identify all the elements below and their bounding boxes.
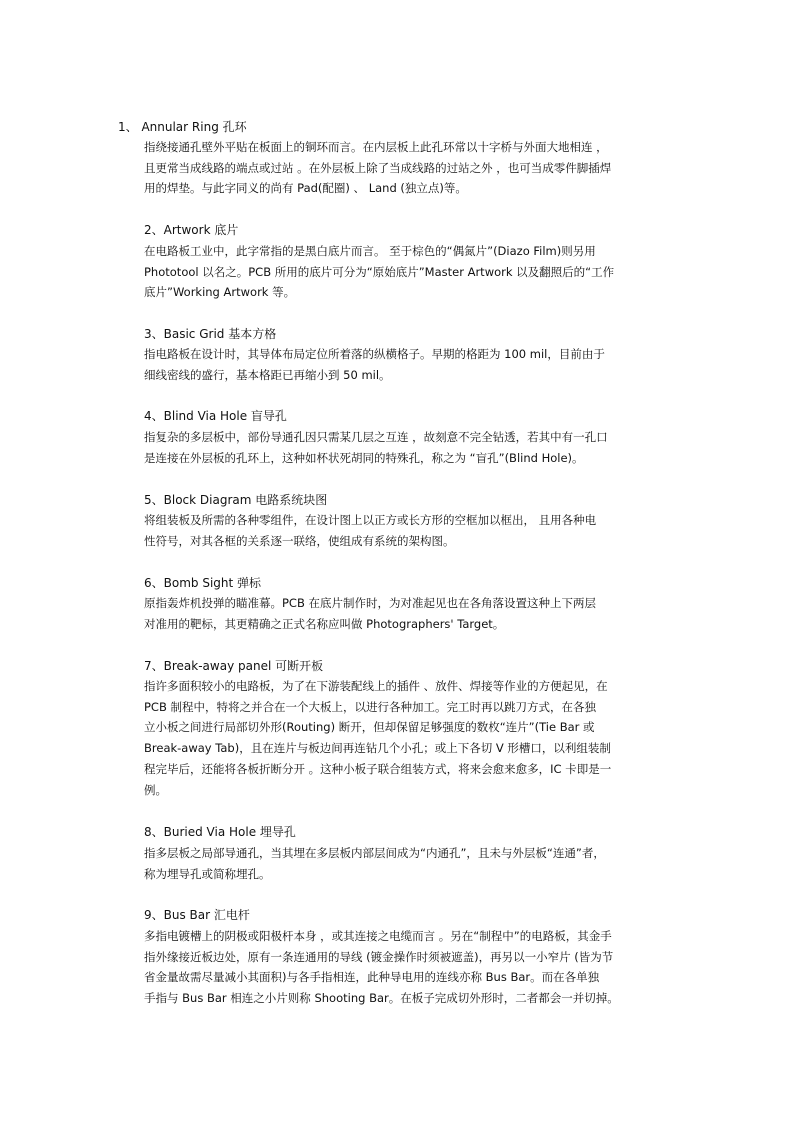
entry-9-line-4: 手指与 Bus Bar 相连之小片则称 Shooting Bar。在板子完成切外形时，二者都会一并切掉。: [144, 991, 619, 1006]
entry-7-line-4: Break-away Tab)，且在连片与板边间再连钻几个小孔；或上下各切 V 形槽口，以利组装制: [144, 741, 611, 756]
entry-9-term: 9、Bus Bar 汇电杆: [144, 908, 250, 922]
entry-3-term: 3、Basic Grid 基本方格: [144, 327, 277, 341]
entry-7-line-1: 指许多面积较小的电路板，为了在下游装配线上的插件 、放件、焊接等作业的方便起见，在: [144, 679, 608, 693]
entry-7-term: 7、Break-away panel 可断开板: [144, 659, 324, 673]
entry-6-line-1: 原指轰炸机投弹的瞄准幕。PCB 在底片制作时，为对准起见也在各角落设置这种上下两层: [144, 596, 597, 610]
entry-8-term: 8、Buried Via Hole 埋导孔: [144, 825, 296, 839]
entry-1-line-3: 用的焊垫。与此字同义的尚有 Pad(配圈) 、 Land (独立点)等。: [144, 181, 467, 196]
entry-5-line-2: 性符号，对其各框的关系逐一联络，使组成有系统的架构图。: [144, 533, 455, 548]
entry-2-line-1: 在电路板工业中，此字常指的是黑白底片而言。 至于棕色的“偶氮片”(Diazo Film)则另用: [144, 244, 596, 258]
entry-9-description: [144, 926, 676, 1009]
entry-1-description: [144, 137, 676, 199]
entry-4-term: 4、Blind Via Hole 盲导孔: [144, 409, 287, 423]
entry-6-term: 6、Bomb Sight 弹标: [144, 576, 262, 590]
entry-5-description: [144, 510, 676, 551]
entry-7-description: [144, 676, 676, 800]
entry-4-description: [144, 427, 676, 468]
entry-9-line-2: 指外缘接近板边处，原有一条连通用的导线 (镀金操作时须被遮盖)，再另以一小窄片 (皆为节: [144, 949, 614, 964]
entry-7-line-5: 程完毕后，还能将各板折断分开 。这种小板子联合组装方式，将来会愈来愈多，IC 卡即是一: [144, 761, 612, 776]
entry-5-term: 5、Block Diagram 电路系统块图: [144, 493, 328, 507]
entry-6-line-2: 对准用的靶标，其更精确之正式名称应叫做 Photographers' Target。: [144, 616, 505, 631]
entry-4-line-1: 指复杂的多层板中，部份导通孔因只需某几层之互连 ，故刻意不完全钻透，若其中有一孔口: [144, 430, 608, 444]
entry-2-description: [144, 241, 676, 303]
entry-3-line-1: 指电路板在设计时，其导体布局定位所着落的纵横格子。早期的格距为 100 mil，目前由于: [144, 347, 605, 361]
entry-3-line-2: 细线密线的盛行，基本格距已再缩小到 50 mil。: [144, 367, 391, 382]
entry-8-line-2: 称为埋导孔或简称埋孔。: [144, 866, 271, 881]
entry-7-line-6: 例。: [144, 782, 167, 797]
entry-1-term: 1、 Annular Ring 孔环: [118, 120, 247, 134]
entry-9-line-3: 省金量故需尽量减小其面积)与各手指相连，此种导电用的连线亦称 Bus Bar。而在各单独: [144, 970, 600, 985]
entry-1-line-2: 且更常当成线路的端点或过站 。在外层板上除了当成线路的过站之外 ，也可当成零件脚插焊: [144, 160, 612, 175]
entry-1-line-1: 指绕接通孔壁外平贴在板面上的铜环而言。在内层板上此孔环常以十字桥与外面大地相连 ，: [144, 140, 608, 154]
entry-8-line-1: 指多层板之局部导通孔，当其埋在多层板内部层间成为“内通孔”，且未与外层板“连通”者，: [144, 846, 605, 860]
entry-2-line-2: Phototool 以名之。PCB 所用的底片可分为“原始底片”Master Artwork 以及翻照后的“工作: [144, 264, 615, 279]
entry-8-description: [144, 843, 676, 884]
entry-7-line-3: 立小板之间进行局部切外形(Routing) 断开，但却保留足够强度的数枚“连片”(Tie Bar 或: [144, 720, 595, 735]
entry-7-line-2: PCB 制程中，特将之并合在一个大板上，以进行各种加工。完工时再以跳刀方式，在各独: [144, 699, 597, 714]
entry-6-description: [144, 593, 676, 634]
entry-9-line-1: 多指电镀槽上的阴极或阳极杆本身 ，或其连接之电缆而言 。另在“制程中”的电路板，其金手: [144, 929, 612, 943]
entry-5-line-1: 将组装板及所需的各种零组件，在设计图上以正方或长方形的空框加以框出， 且用各种电: [144, 513, 597, 527]
entry-2-line-3: 底片”Working Artwork 等。: [144, 285, 296, 300]
entry-4-line-2: 是连接在外层板的孔环上，这种如杯状死胡同的特殊孔，称之为 “盲孔”(Blind Hole)。: [144, 450, 584, 465]
entry-3-description: [144, 344, 676, 385]
entry-2-term: 2、Artwork 底片: [144, 223, 239, 237]
